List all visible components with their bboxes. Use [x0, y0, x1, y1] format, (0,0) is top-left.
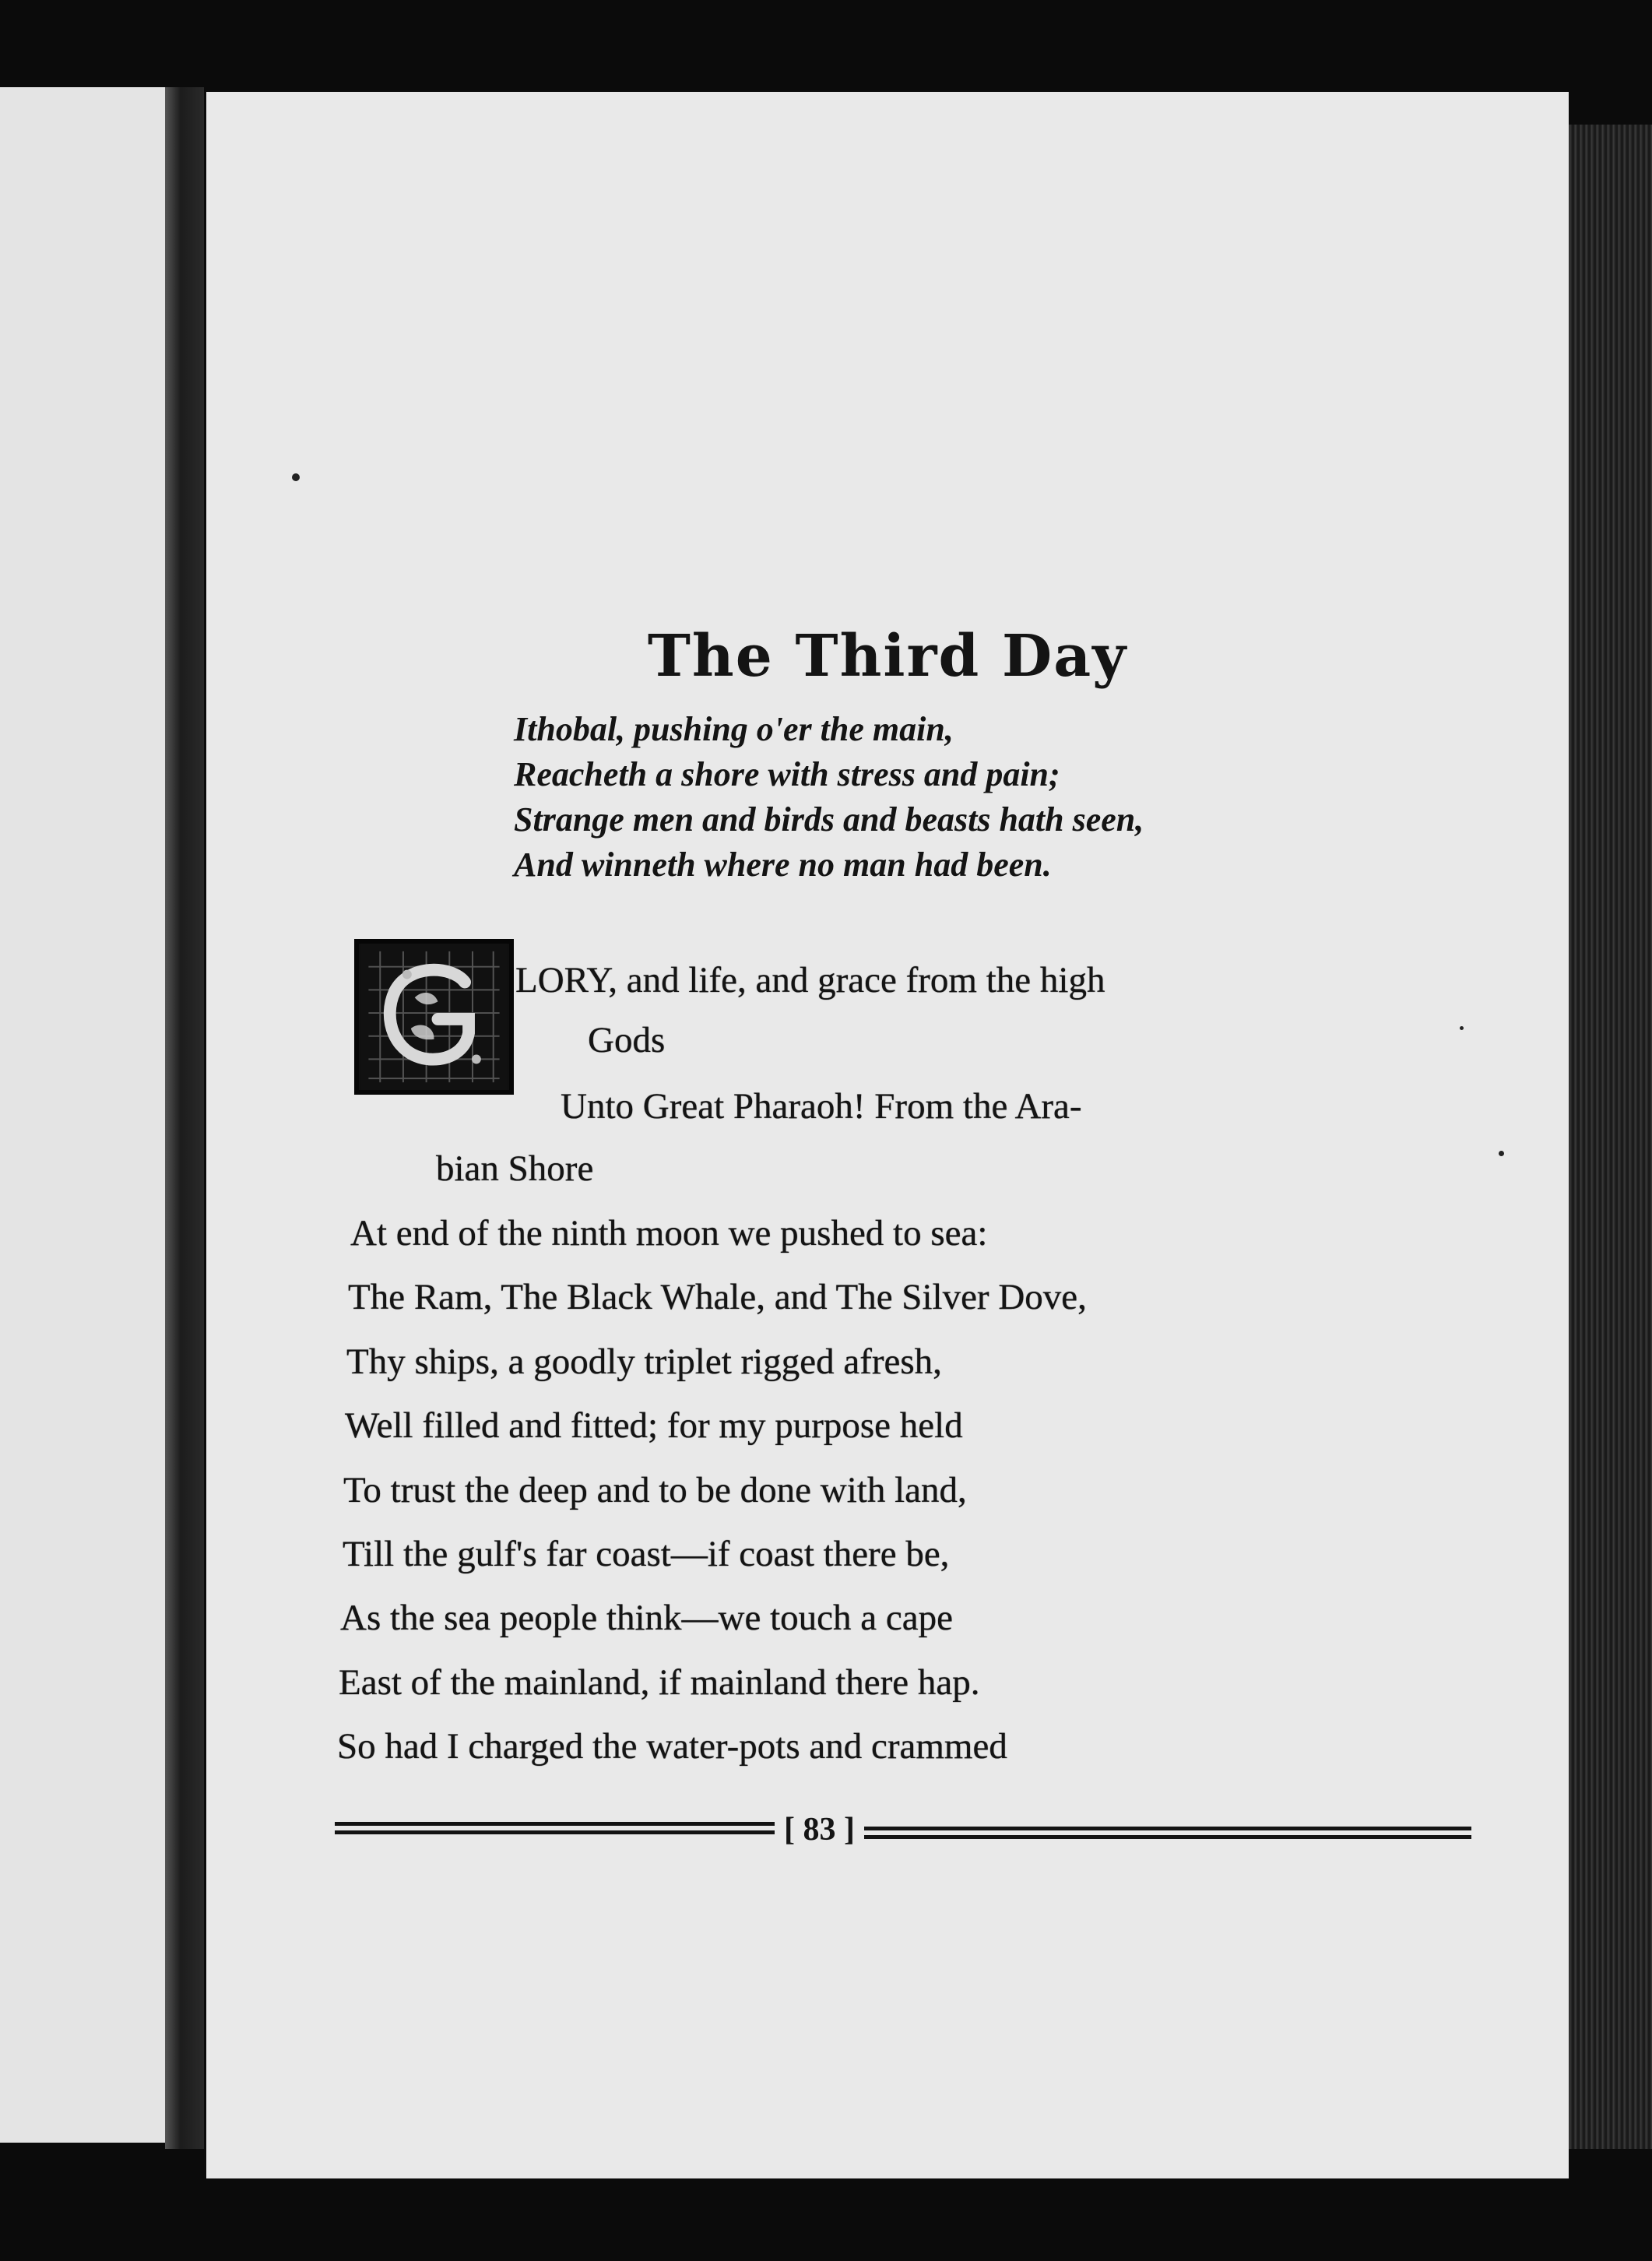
book-page [206, 92, 1569, 2178]
drop-cap-graphic [359, 944, 509, 1090]
facing-page-edge [0, 87, 165, 2143]
argument-line: Reacheth a shore with stress and pain; [514, 755, 1060, 793]
verse-line: Thy ships, a goodly triplet rigged afresh, [346, 1341, 942, 1382]
page-stack-edge [1566, 125, 1652, 2149]
argument-line: Ithobal, pushing o'er the main, [514, 710, 954, 748]
verse-line: As the sea people think—we touch a cape [340, 1598, 953, 1638]
verse-line: Till the gulf's far coast—if coast there be, [343, 1534, 950, 1574]
verse-line: The Ram, The Black Whale, and The Silver Dove, [348, 1277, 1087, 1317]
verse-line: At end of the ninth moon we pushed to sea: [350, 1213, 988, 1254]
ornamental-initial-g-icon [354, 939, 514, 1095]
page-number: [ 83 ] [784, 1812, 855, 1848]
verse-line: Unto Great Pharaoh! From the Ara- [561, 1086, 1082, 1127]
chapter-title: The Third Day [647, 623, 1128, 690]
footer-rule-right [864, 1827, 1471, 1839]
book-gutter [165, 87, 204, 2149]
verse-line: bian Shore [436, 1148, 594, 1189]
scan-speck [1460, 1026, 1464, 1030]
verse-line: To trust the deep and to be done with land, [343, 1470, 967, 1510]
verse-line: East of the mainland, if mainland there hap. [339, 1662, 980, 1703]
page-footer [335, 1805, 1471, 1859]
verse-line: So had I charged the water-pots and crammed [337, 1726, 1007, 1767]
footer-rule-left [335, 1822, 775, 1834]
verse-line: Gods [588, 1020, 666, 1060]
argument-line: Strange men and birds and beasts hath seen, [514, 800, 1144, 839]
argument-verse [514, 707, 1144, 888]
argument-line: And winneth where no man had been. [514, 846, 1052, 884]
verse-line: LORY, and life, and grace from the high [515, 960, 1105, 1000]
scan-speck [292, 473, 300, 481]
scan-speck [1499, 1151, 1504, 1156]
verse-line: Well filled and fitted; for my purpose held [345, 1405, 963, 1446]
